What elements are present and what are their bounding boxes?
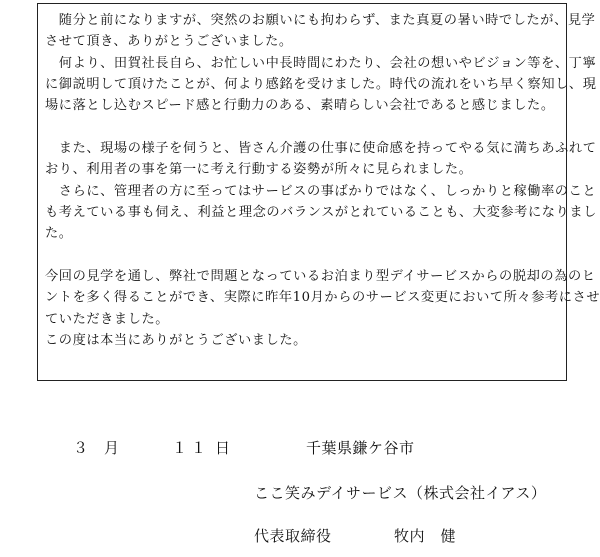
text-line: 随分と前になりますが、突然のお願いにも拘わらず、また真夏の暑い時でしたが、見学 [45,13,596,28]
date-day-number: １１ [172,439,211,457]
text-line: 今回の見学を通し、弊社で問題となっているお泊まり型デイサービスからの脱却の為のヒ [45,269,596,284]
text-line: に御説明して頂けたことが、何より感銘を受けました。時代の流れをいち早く察知し、現 [45,76,597,92]
text-line: 場に落とし込むスピード感と行動力のある、素晴らしい会社であると感じました。 [45,98,555,114]
sender-company: ここ笑みデイサービス（株式会社イアス） [254,484,547,502]
date-month-label: 月 [104,439,120,457]
text-line: また、現場の様子を伺うと、皆さん介護の仕事に使命感を持ってやる気に満ちあふれて [45,141,597,156]
text-line: させて頂き、ありがとうございました。 [45,34,293,50]
text-line: ントを多く得ることができ、実際に昨年10月からのサービス変更において所々参考にさせ [45,290,600,306]
text-line: も考えている事も伺え、利益と理念のバランスがとれていることも、大変参考になりまし [45,204,597,220]
sender-city: 千葉県鎌ケ谷市 [306,439,415,457]
letter-paragraph-observations [45,138,597,244]
letter-paragraph-closing [45,266,600,351]
letter-paragraph-thanks [45,10,597,116]
date-day-label: 日 [215,439,231,457]
text-line: おり、利用者の事を第一に考え行動する姿勢が所々に見られました。 [45,162,473,178]
letter-body-box [37,3,600,381]
representative-name: 牧内 健 [394,527,457,545]
date-month-number: ３ [73,439,89,457]
text-line: た。 [45,226,73,242]
text-line: この度は本当にありがとうございました。 [45,332,307,348]
text-line: さらに、管理者の方に至ってはサービスの事ばかりではなく、しっかりと稼働率のこと [45,183,597,199]
representative-title: 代表取締役 [254,527,332,545]
text-line: 何より、田賀社長自ら、お忙しい中長時間にわたり、会社の想いやビジョン等を、丁寧 [45,55,597,71]
text-line: ていただきました。 [45,311,170,327]
